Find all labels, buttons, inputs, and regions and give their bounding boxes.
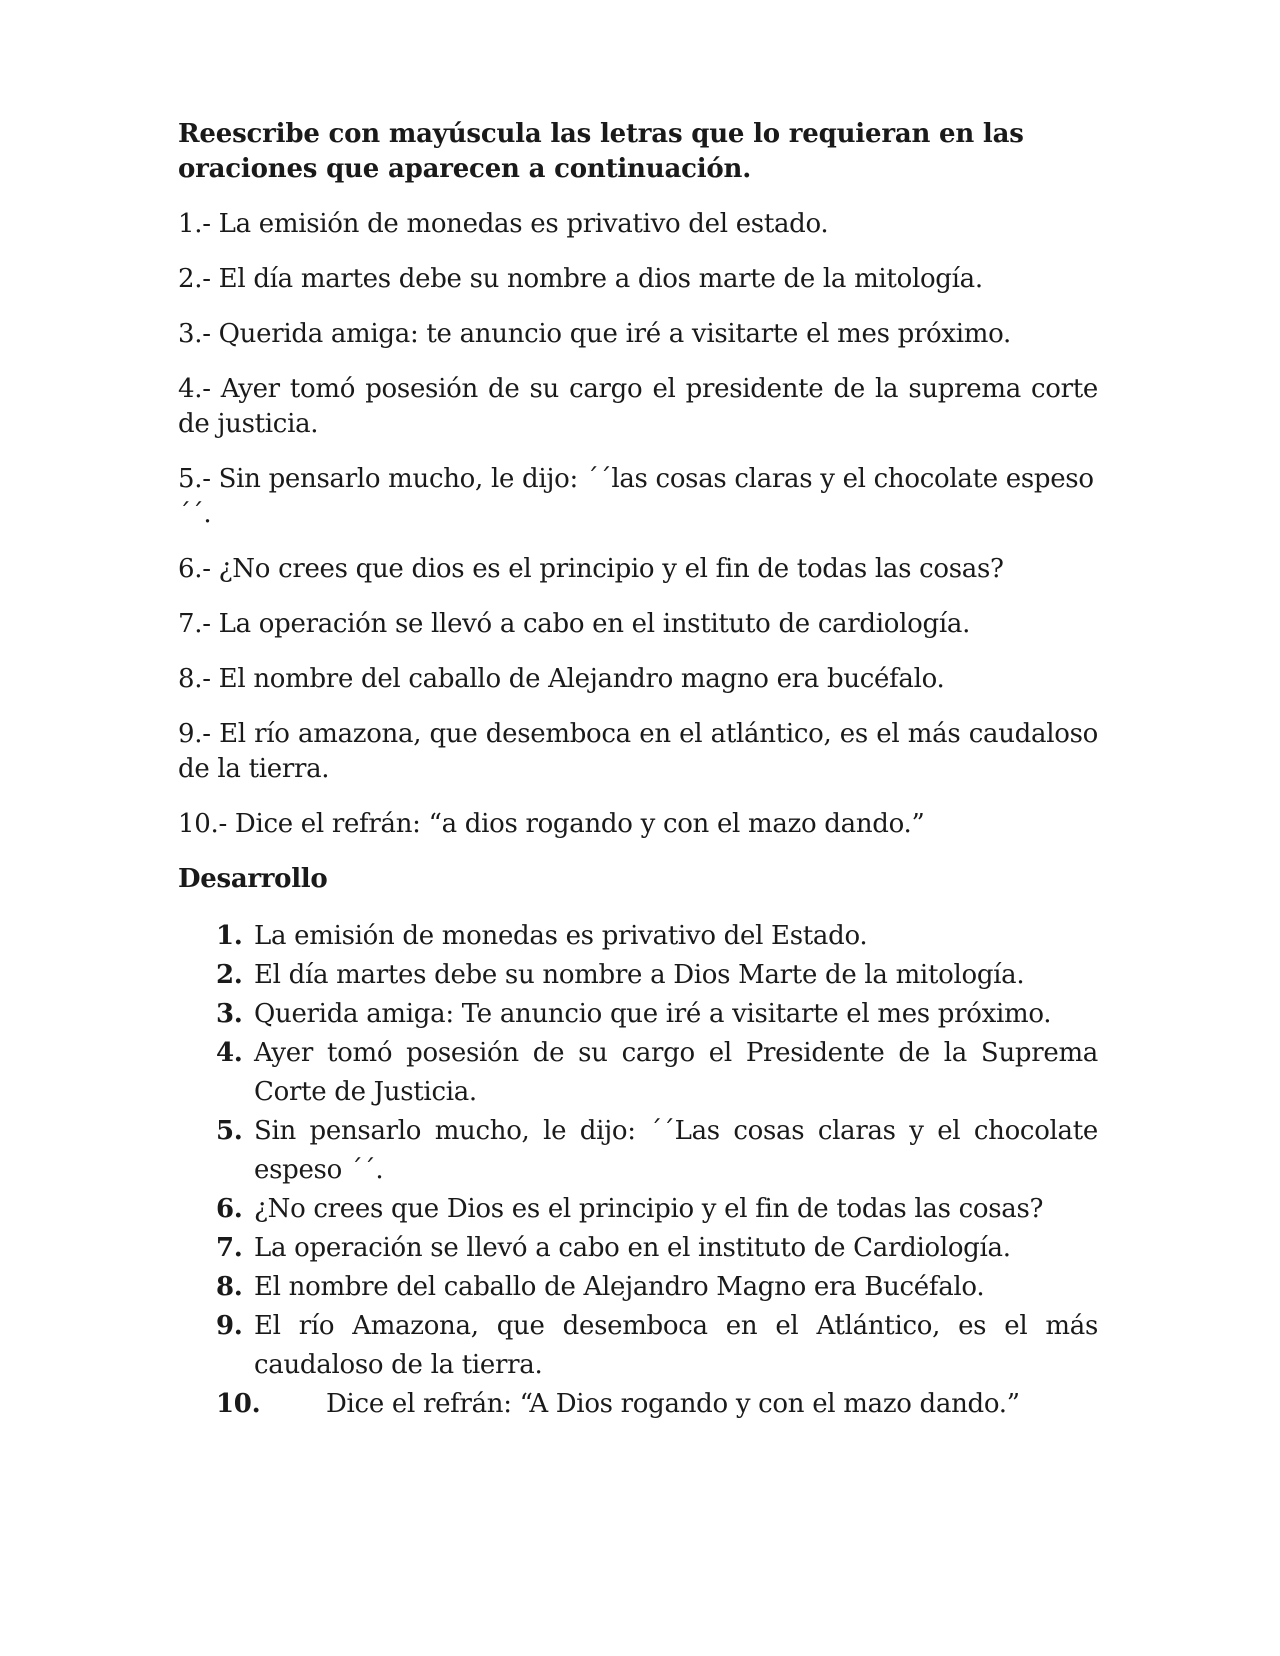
answer-item-5: [178, 1112, 1098, 1190]
answer-text: ¿No crees que Dios es el principio y el fin de todas las cosas?: [254, 1194, 1044, 1224]
answer-item-2: [178, 956, 1098, 995]
answer-number: 7.: [216, 1233, 243, 1263]
answer-text: Dice el refrán: “A Dios rogando y con el mazo dando.”: [326, 1389, 1020, 1419]
answer-text: Ayer tomó posesión de su cargo el Presidente de la Suprema Corte de Justicia.: [254, 1038, 1098, 1107]
answer-number: 9.: [216, 1311, 243, 1341]
answer-number: 10.: [216, 1389, 261, 1419]
answer-item-9: [178, 1307, 1098, 1385]
answer-text: La emisión de monedas es privativo del Estado.: [254, 921, 868, 951]
answer-text: El río Amazona, que desemboca en el Atlántico, es el más caudaloso de la tierra.: [254, 1311, 1098, 1380]
answer-item-1: [178, 917, 1098, 956]
answer-item-3: [178, 995, 1098, 1034]
answer-number: 1.: [216, 921, 243, 951]
exercise-sentence-1: 1.- La emisión de monedas es privativo del estado.: [178, 209, 829, 239]
answer-text: Sin pensarlo mucho, le dijo: ´´Las cosas claras y el chocolate espeso ´´.: [254, 1116, 1098, 1185]
answer-item-10: [178, 1385, 1098, 1424]
exercise-sentence-4: 4.- Ayer tomó posesión de su cargo el presidente de la suprema corte de justicia.: [178, 374, 1098, 439]
exercise-sentence-7: 7.- La operación se llevó a cabo en el instituto de cardiología.: [178, 609, 971, 639]
answer-item-8: [178, 1268, 1098, 1307]
answer-text: La operación se llevó a cabo en el instituto de Cardiología.: [254, 1233, 1011, 1263]
exercise-sentence-2: 2.- El día martes debe su nombre a dios marte de la mitología.: [178, 264, 983, 294]
answers-list: [178, 917, 1098, 1424]
answer-item-4: [178, 1034, 1098, 1112]
exercise-sentence-9: 9.- El río amazona, que desemboca en el atlántico, es el más caudaloso de la tierra.: [178, 719, 1098, 784]
instruction-heading: Reescribe con mayúscula las letras que lo requieran en las oraciones que aparecen a continuación.: [178, 119, 1024, 184]
exercise-sentence-6: 6.- ¿No crees que dios es el principio y el fin de todas las cosas?: [178, 554, 1004, 584]
document-content: [178, 117, 1098, 1424]
exercise-sentence-8: 8.- El nombre del caballo de Alejandro magno era bucéfalo.: [178, 664, 945, 694]
answer-item-7: [178, 1229, 1098, 1268]
exercise-sentence-10: 10.- Dice el refrán: “a dios rogando y con el mazo dando.”: [178, 809, 925, 839]
answer-item-6: [178, 1190, 1098, 1229]
exercise-sentence-3: 3.- Querida amiga: te anuncio que iré a visitarte el mes próximo.: [178, 319, 1012, 349]
exercise-sentence-5: 5.- Sin pensarlo mucho, le dijo: ´´las cosas claras y el chocolate espeso´´.: [178, 464, 1094, 529]
answer-number: 3.: [216, 999, 243, 1029]
answer-text: El día martes debe su nombre a Dios Marte de la mitología.: [254, 960, 1025, 990]
answer-number: 5.: [216, 1116, 243, 1146]
answer-text: Querida amiga: Te anuncio que iré a visitarte el mes próximo.: [254, 999, 1052, 1029]
answer-number: 4.: [216, 1038, 243, 1068]
answer-number: 8.: [216, 1272, 243, 1302]
development-heading: Desarrollo: [178, 864, 328, 894]
answer-number: 6.: [216, 1194, 243, 1224]
answer-text: El nombre del caballo de Alejandro Magno era Bucéfalo.: [254, 1272, 985, 1302]
answer-number: 2.: [216, 960, 243, 990]
